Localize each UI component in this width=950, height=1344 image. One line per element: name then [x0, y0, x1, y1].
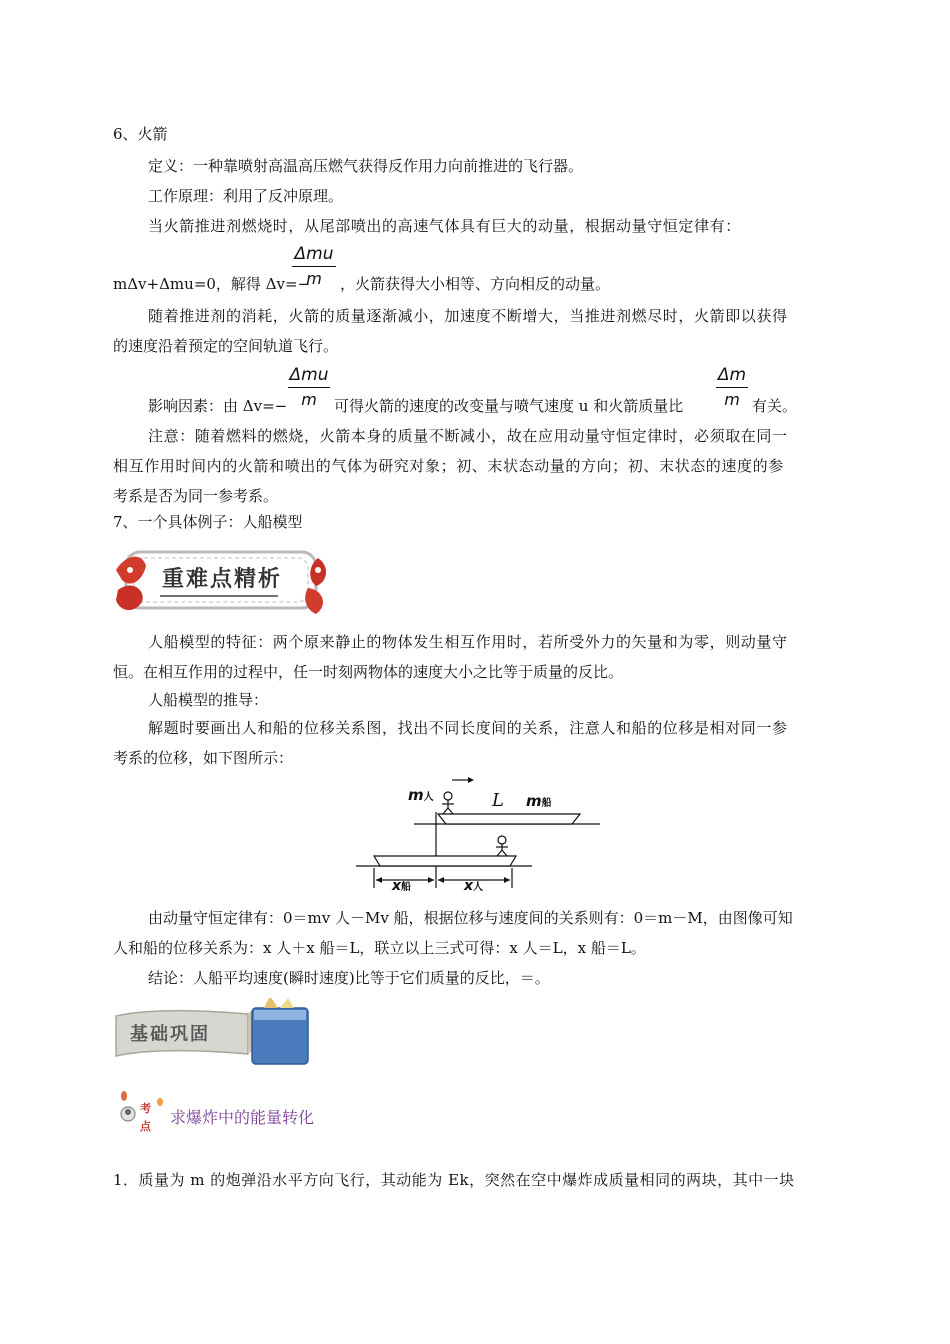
exam-point-icon — [114, 1088, 170, 1144]
factor-suffix: 有关。 — [752, 397, 798, 415]
fraction-numerator: Δmu — [294, 244, 334, 264]
exam-point-title: 求爆炸中的能量转化 — [170, 1108, 315, 1127]
derivation-title: 人船模型的推导： — [148, 691, 269, 709]
fraction-denominator: m — [724, 390, 740, 409]
label-m-person: m人 — [408, 786, 434, 804]
fraction-bar — [292, 266, 336, 267]
fraction-denominator: m — [306, 269, 322, 288]
person-boat-figure — [350, 770, 610, 898]
factor-prefix: 影响因素：由 Δv=− — [148, 397, 288, 415]
label-x-person: x人 — [464, 878, 484, 894]
note-line-2: 相互作用时间内的火箭和喷出的气体为研究对象；初、末状态动量的方向；初、末状态的速度的参 — [113, 457, 784, 475]
rocket-equation-right: ，火箭获得大小相等、方向相反的动量。 — [340, 275, 611, 293]
note-line-3: 考系是否为同一参考系。 — [113, 487, 279, 505]
exam-badge-bottom: 点 — [140, 1120, 151, 1133]
rocket-equation-left: mΔv+Δmu=0，解得 Δv=− — [113, 275, 311, 293]
momentum-line-2: 人和船的位移关系为：x 人＋x 船＝L，联立以上三式可得：x 人＝L，x 船＝L。 — [113, 939, 646, 957]
derivation-line-2: 考系的位移，如下图所示： — [113, 749, 294, 767]
feature-line-2: 恒。在相互作用的过程中，任一时刻两物体的速度大小之比等于质量的反比。 — [113, 663, 624, 681]
fraction-bar — [716, 387, 748, 388]
conclusion: 结论：人船平均速度(瞬时速度)比等于它们质量的反比，＝。 — [148, 969, 550, 987]
label-L: L — [492, 790, 504, 811]
factor-fraction-1 — [288, 365, 330, 409]
factor-middle: 可得火箭的速度的改变量与喷气速度 u 和火箭质量比 — [334, 397, 684, 415]
feature-line-1: 人船模型的特征：两个原来静止的物体发生相互作用时，若所受外力的矢量和为零，则动量守 — [148, 633, 788, 651]
rocket-paragraph-1: 当火箭推进剂燃烧时，从尾部喷出的高速气体具有巨大的动量，根据动量守恒定律有： — [148, 217, 741, 235]
rocket-principle: 工作原理：利用了反冲原理。 — [148, 187, 344, 205]
factor-fraction-2 — [716, 365, 748, 409]
exam-badge-top: 考 — [140, 1102, 151, 1115]
banner-text: 重难点精析 — [162, 567, 283, 592]
fraction-numerator: Δm — [717, 365, 747, 385]
label-m-boat: m船 — [526, 792, 552, 810]
exam-point-badge — [114, 1088, 170, 1144]
label-x-boat: x船 — [392, 878, 412, 894]
fraction-denominator: m — [301, 390, 317, 409]
rocket-definition: 定义：一种靠喷射高温高压燃气获得反作用力向前推进的飞行器。 — [148, 157, 584, 175]
fraction-bar — [288, 387, 330, 388]
derivation-line-1: 解题时要画出人和船的位移关系图，找出不同长度间的关系，注意人和船的位移是相对同一参 — [148, 719, 788, 737]
rocket-paragraph-2-line-1: 随着推进剂的消耗，火箭的质量逐渐减小，加速度不断增大，当推进剂燃尽时，火箭即以获得 — [148, 307, 788, 325]
note-line-1: 注意：随着燃料的燃烧，火箭本身的质量不断减小，故在应用动量守恒定律时，必须取在同一 — [148, 427, 788, 445]
section-7-heading: 7、一个具体例子：人船模型 — [113, 513, 303, 531]
basics-banner-text: 基础巩固 — [130, 1024, 210, 1045]
momentum-line-1: 由动量守恒定律有：0＝mv 人－Mv 船，根据位移与速度间的关系则有：0＝m－M，由图像可知 — [148, 909, 793, 927]
question-1: 1．质量为 m 的炮弹沿水平方向飞行，其动能为 Ek，突然在空中爆炸成质量相同的两块，其中一块 — [113, 1171, 795, 1189]
rocket-equation-fraction — [292, 244, 336, 288]
basics-banner — [112, 998, 332, 1068]
key-analysis-banner — [112, 540, 332, 620]
rocket-paragraph-2-line-2: 的速度沿着预定的空间轨道飞行。 — [113, 337, 339, 355]
section-6-heading: 6、火箭 — [113, 125, 168, 143]
fraction-numerator: Δmu — [289, 365, 329, 385]
